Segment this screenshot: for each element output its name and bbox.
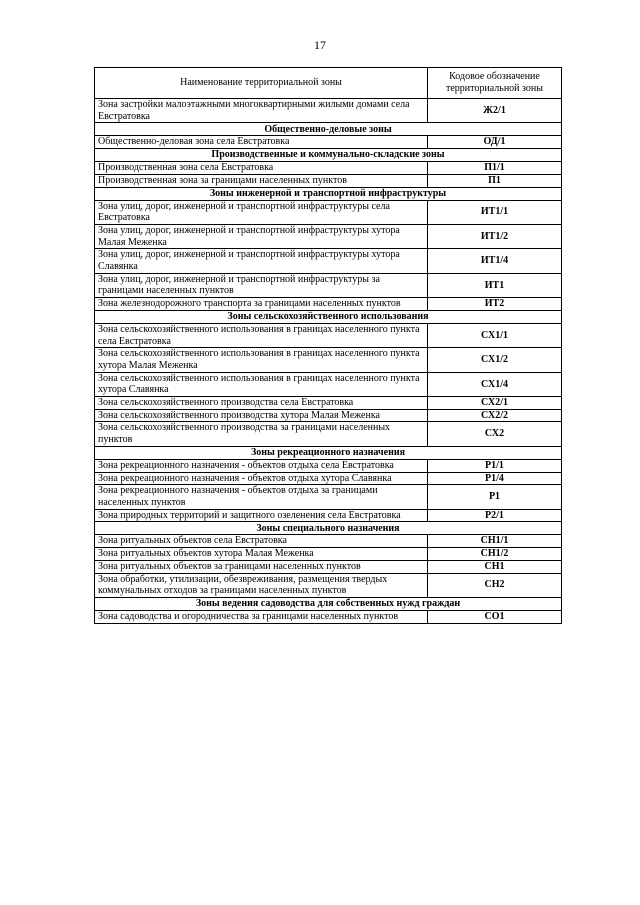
table-row bbox=[95, 509, 562, 522]
zone-code: СН1 bbox=[428, 560, 562, 573]
zone-code: СН1/1 bbox=[428, 535, 562, 548]
zone-name: Производственная зона села Евстратовка bbox=[95, 162, 428, 175]
zone-name: Зона рекреационного назначения - объектов отдыха хутора Славянка bbox=[95, 472, 428, 485]
zone-code: СН1/2 bbox=[428, 548, 562, 561]
zone-name: Зона садоводства и огородничества за границами населенных пунктов bbox=[95, 610, 428, 623]
zone-code: СХ1/4 bbox=[428, 372, 562, 396]
zone-code: ОД/1 bbox=[428, 136, 562, 149]
zone-code: ИТ1/2 bbox=[428, 224, 562, 248]
section-title: Зоны сельскохозяйственного использования bbox=[95, 310, 562, 323]
zone-code: Р1/1 bbox=[428, 459, 562, 472]
table-row bbox=[95, 397, 562, 410]
table-row bbox=[95, 560, 562, 573]
zone-code: ИТ1/4 bbox=[428, 249, 562, 273]
zone-code: СО1 bbox=[428, 610, 562, 623]
table-row bbox=[95, 323, 562, 347]
zone-code: ИТ1/1 bbox=[428, 200, 562, 224]
zone-code: П1 bbox=[428, 174, 562, 187]
zone-name: Зона сельскохозяйственного производства села Евстратовка bbox=[95, 397, 428, 410]
zone-name: Зона улиц, дорог, инженерной и транспортной инфраструктуры села Евстратовка bbox=[95, 200, 428, 224]
zone-code: ИТ2 bbox=[428, 298, 562, 311]
zone-name: Зона железнодорожного транспорта за границами населенных пунктов bbox=[95, 298, 428, 311]
zone-name: Зона обработки, утилизации, обезвреживания, размещения твердых коммунальных отходов за границами населенных пунктов bbox=[95, 573, 428, 597]
table-row bbox=[95, 485, 562, 509]
zone-name: Зона сельскохозяйственного использования в границах населенного пункта хутора Славянка bbox=[95, 372, 428, 396]
zone-name: Зона улиц, дорог, инженерной и транспортной инфраструктуры хутора Малая Меженка bbox=[95, 224, 428, 248]
table-row bbox=[95, 535, 562, 548]
section-title: Зоны специального назначения bbox=[95, 522, 562, 535]
zone-code: Р2/1 bbox=[428, 509, 562, 522]
section-row bbox=[95, 187, 562, 200]
zone-code: Р1/4 bbox=[428, 472, 562, 485]
table-row bbox=[95, 548, 562, 561]
zone-code: СХ2/2 bbox=[428, 409, 562, 422]
section-title: Производственные и коммунально-складские зоны bbox=[95, 149, 562, 162]
table-row bbox=[95, 224, 562, 248]
table-row bbox=[95, 610, 562, 623]
table-row bbox=[95, 273, 562, 297]
zone-name: Зона ритуальных объектов хутора Малая Меженка bbox=[95, 548, 428, 561]
zone-code: Ж2/1 bbox=[428, 99, 562, 123]
zone-name: Зона застройки малоэтажными многоквартирными жилыми домами села Евстратовка bbox=[95, 99, 428, 123]
zone-name: Общественно-деловая зона села Евстратовка bbox=[95, 136, 428, 149]
table-row bbox=[95, 459, 562, 472]
zone-name: Зона рекреационного назначения - объектов отдыха села Евстратовка bbox=[95, 459, 428, 472]
table-row bbox=[95, 573, 562, 597]
section-row bbox=[95, 446, 562, 459]
zone-name: Зона сельскохозяйственного производства за границами населенных пунктов bbox=[95, 422, 428, 446]
section-row bbox=[95, 149, 562, 162]
section-title: Зоны ведения садоводства для собственных нужд граждан bbox=[95, 597, 562, 610]
zone-code: СХ1/1 bbox=[428, 323, 562, 347]
table-row bbox=[95, 298, 562, 311]
table-row bbox=[95, 136, 562, 149]
zone-code: П1/1 bbox=[428, 162, 562, 175]
zone-code: ИТ1 bbox=[428, 273, 562, 297]
table-row bbox=[95, 249, 562, 273]
zone-code: Р1 bbox=[428, 485, 562, 509]
table-row bbox=[95, 162, 562, 175]
zone-name: Зона сельскохозяйственного производства хутора Малая Меженка bbox=[95, 409, 428, 422]
table-header-row bbox=[95, 68, 562, 99]
table-row bbox=[95, 200, 562, 224]
zone-name: Зона ритуальных объектов за границами населенных пунктов bbox=[95, 560, 428, 573]
table-row bbox=[95, 409, 562, 422]
zone-name: Производственная зона за границами населенных пунктов bbox=[95, 174, 428, 187]
zone-code: СХ2 bbox=[428, 422, 562, 446]
zone-name: Зона улиц, дорог, инженерной и транспортной инфраструктуры за границами населенных пунктов bbox=[95, 273, 428, 297]
table-row bbox=[95, 348, 562, 372]
zone-code: СН2 bbox=[428, 573, 562, 597]
section-title: Зоны инженерной и транспортной инфраструктуры bbox=[95, 187, 562, 200]
zone-code: СХ2/1 bbox=[428, 397, 562, 410]
zone-name: Зона природных территорий и защитного озеленения села Евстратовка bbox=[95, 509, 428, 522]
zone-name: Зона улиц, дорог, инженерной и транспортной инфраструктуры хутора Славянка bbox=[95, 249, 428, 273]
table-row bbox=[95, 472, 562, 485]
table-row bbox=[95, 422, 562, 446]
section-row bbox=[95, 522, 562, 535]
section-title: Общественно-деловые зоны bbox=[95, 123, 562, 136]
table-row bbox=[95, 99, 562, 123]
table-row bbox=[95, 372, 562, 396]
zones-table-body bbox=[95, 99, 562, 624]
zone-name: Зона сельскохозяйственного использования в границах населенного пункта села Евстратовка bbox=[95, 323, 428, 347]
header-zone-name: Наименование территориальной зоны bbox=[95, 68, 428, 99]
zone-name: Зона ритуальных объектов села Евстратовка bbox=[95, 535, 428, 548]
zones-table bbox=[94, 67, 562, 624]
table-row bbox=[95, 174, 562, 187]
zone-code: СХ1/2 bbox=[428, 348, 562, 372]
section-row bbox=[95, 310, 562, 323]
page-number: 17 bbox=[314, 38, 326, 52]
header-zone-code: Кодовое обозначение территориальной зоны bbox=[428, 68, 562, 99]
zone-name: Зона рекреационного назначения - объектов отдыха за границами населенных пунктов bbox=[95, 485, 428, 509]
section-row bbox=[95, 597, 562, 610]
section-title: Зоны рекреационного назначения bbox=[95, 446, 562, 459]
zone-name: Зона сельскохозяйственного использования в границах населенного пункта хутора Малая Меженка bbox=[95, 348, 428, 372]
section-row bbox=[95, 123, 562, 136]
